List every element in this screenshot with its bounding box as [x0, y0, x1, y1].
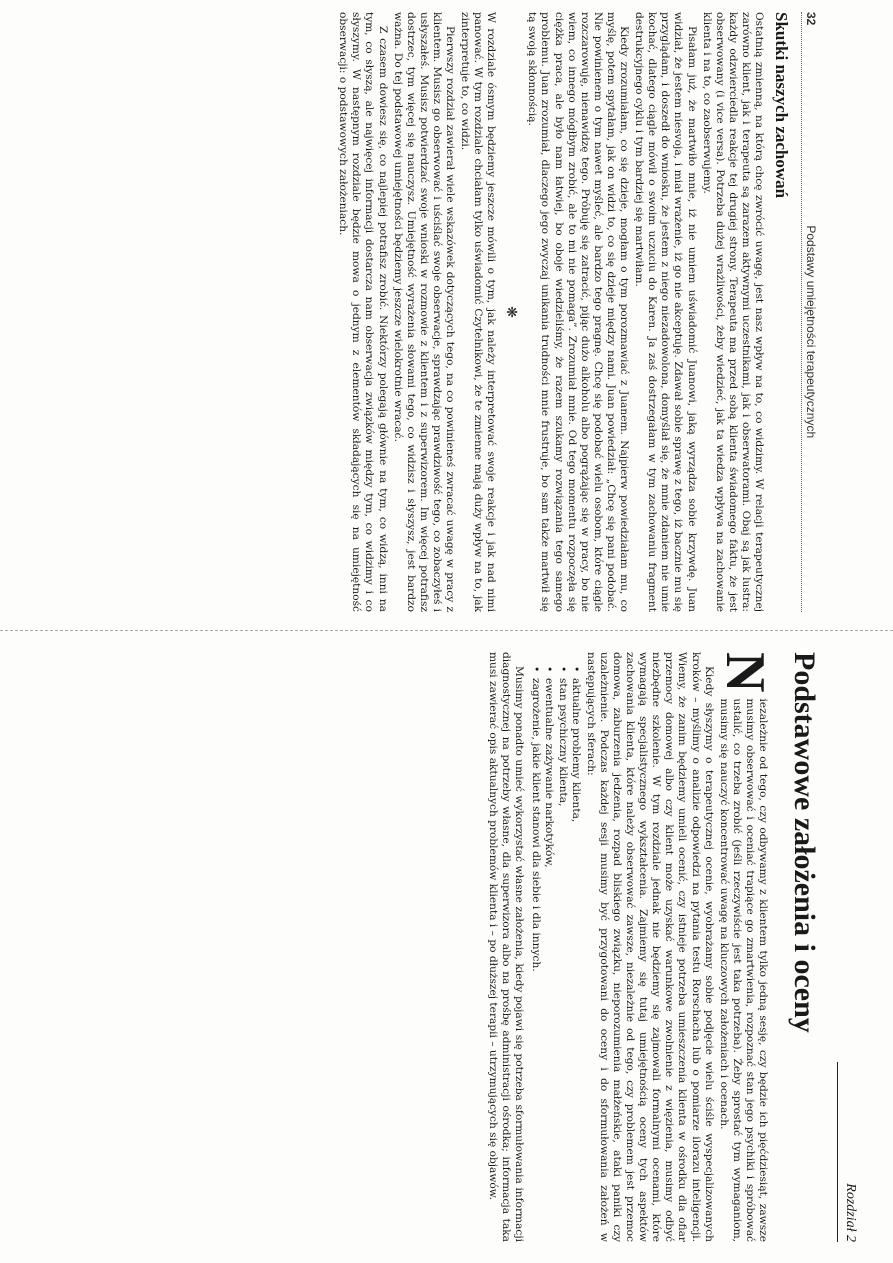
- running-head: [802, 12, 818, 612]
- page-fold: [0, 630, 893, 631]
- list-item: • zagrożenie, jakie klient stanowi dla siebie i dla innych.: [529, 666, 542, 1242]
- section-break-ornament: ❋: [503, 306, 520, 318]
- left-book-page: [0, 0, 893, 631]
- right-book-page: [0, 632, 893, 1263]
- bullet-list: [529, 666, 581, 1242]
- chapter-label: Rozdział 2: [837, 1062, 858, 1242]
- paragraph: Kiedy słyszymy o terapeutycznej ocenie, wyobrażamy sobie podjęcie wielu ściśle wyspecjalizowanych kroków – myślimy o analizie odpowiedzi na pytania testu Rorschacha lub o pomiarze ilorazu inteligencji. Wiemy, że zanim będziemy umieli ocenić, czy istnieje potrzeba umieszczenia klienta w ośrodku dla ofiar przemocy domowej albo czy klient może uzyskać warunkowe zwolnienie z więzienia, musimy odbyć niezbędne szkolenie. W tym rozdziale jednak nie będziemy się zajmowali formalnymi ocenami, które wymagają specjalistycznego wykształcenia. Zajmiemy się tutaj umiejętnością oceny tych aspektów zachowania klienta, które należy obserwować zawsze, niezależnie od tego, czy problemem jest przemoc domowa, zaburzenia jedzenia, rozpad bliskiego związku, nieporozumienia małżeńskie, ataki paniki czy uzależnienie. Podczas każdej sesji musimy być przygotowani do oceny i do sformułowania założeń w następujących sferach:: [584, 652, 715, 1242]
- paragraph: W rozdziale ósmym będziemy jeszcze mówili o tym, jak należy interpretować swoje reakcje i jak nad nimi panować. W tym rozdziale chciałam tylko uświadomić Czytelnikowi, że te zmienne mają duży wpływ na to, jak zinterpretuje to, co widzi.: [459, 12, 498, 612]
- paragraph: Z czasem dowiesz się, co najlepiej potrafisz zrobić. Niektórzy polegają głównie na tym, co widzą, inni na tym, co słyszą, ale najwięcej informacji dostarcza nam obserwacja związków między tym, co widzimy i co słyszymy. W następnym rozdziale będzie mowa o jednym z elementów składających się na umiejętność obserwacji: o podstawowych założeniach.: [337, 12, 389, 612]
- opening-paragraph-text: iezależnie od tego, czy odbywamy z klientem tylko jedną sesję, czy będzie ich pięćdziesiąt, zawsze musimy obserwować i oceniać trapiące go zmartwienia, rozpoznać stan jego psychiki i spróbować ustalić, co trzeba zrobić (jeśli rzeczywiście jest taka potrzeba). Żeby sprostać tym wymaganiom, musimy się nauczyć koncentrować uwagę na kluczowych założeniach i ocenach.: [717, 698, 769, 1242]
- chapter-title: Podstawowe założenia i oceny: [788, 652, 821, 1033]
- drop-cap: N: [714, 652, 776, 693]
- right-page-rotated-content: [38, 652, 858, 1242]
- opening-paragraph: [714, 652, 776, 1242]
- list-item: • aktualne problemy klienta,: [569, 666, 582, 1242]
- header-rule: [801, 12, 802, 612]
- paragraph: Kiedy zrozumiałam, co się dzieje, mogłam o tym porozmawiać z Juanem. Najpierw powiedziałam mu, co myślę, potem spytałam, jak on widzi to, co się dzieje między nami. Juan powiedział: „Chcę się pani podobać. Nie powinienem o tym nawet myśleć, ale bardzo tego pragnę. Chcę się podobać wielu osobom, które ciągle rozczarowuję, nienawidzę tego. Próbuję się zatracić, pijąc dużo alkoholu albo pogrążając się w pracy, bo nie wiem, co innego mógłbym zrobić, ale to mi nie pomaga”. Zrozumiał mnie. Od tego momentu rozpoczęła się ciężka praca, ale było nam łatwiej, bo oboje wiedzieliśmy, że razem szukamy rozwiązania tego samego problemu. Juan zrozumiał, dlaczego jego zwyczaj unikania trudności mnie frustruje, bo sam także martwił się tą swoją skłonnością.: [526, 12, 631, 612]
- list-item: • ewentualne zażywanie narkotyków,: [542, 666, 555, 1242]
- running-head-title: Podstawy umiejętności terapeutycznych: [804, 225, 818, 439]
- paragraph: Pierwszy rozdział zawierał wiele wskazówek dotyczących tego, na co powinieneś zwracać uwagę w pracy z klientem. Musisz go obserwować i uściślać swoje obserwacje, sprawdzając prawdziwość tego, co zobaczyłeś i usłyszałeś. Musisz potwierdzać swoje wnioski w rozmowie z klientem i z superwizorem. Im więcej potrafisz dostrzec, tym więcej się nauczysz. Umiejętność wyrażenia słowami tego, co widzisz i słyszysz, jest bardzo ważna. Do tej podstawowej umiejętności będziemy jeszcze wielokrotnie wracać.: [391, 12, 457, 612]
- paragraph: Ostatnią zmienną, na którą chcę zwrócić uwagę, jest nasz wpływ na to, co widzimy. W relacji terapeutycznej zarówno klient, jak i terapeuta są zarazem aktywnymi uczestnikami, jak i obserwatorami. Obaj są jak lustra: każdy odzwierciedla reakcje tej drugiej strony. Terapeuta ma przed sobą klienta świadomego faktu, że jest obserwowany (i vice versa). Potrzeba dużej wrażliwości, żeby wiedzieć, jak ta wiedza wpływa na zachowanie klienta i na to, co zaobserwujemy.: [700, 12, 765, 612]
- left-page-rotated-content: [0, 12, 818, 612]
- list-item: • stan psychiczny klienta,: [556, 666, 569, 1242]
- page-number: 32: [804, 12, 818, 26]
- paragraph: Pisałam już, że martwiło mnie, iż nie umiem uświadomić Juanowi, jaką wyrządza sobie krzywdę. Juan widział, że jestem niesvoja, i miał wrażenie, iż go nie akceptuję. Zdawał sobie sprawę z tego, iż bacznie mu się przyglądam, i doszedł do wniosku, że jestem z niego niezadowolona, domyślał się, że mnie zdaniem nie umie kochać, dlatego ciągle mówił o swoim uczuciu do Karen. Ja zaś dostrzegałam w tym zachowaniu fragment destrukcyjnego cyklu i tym bardziej się martwiłam.: [633, 12, 698, 612]
- paragraph: Musimy ponadto umieć wykorzystać własne założenia, kiedy pojawi się potrzeba sformułowania informacji diagnostycznej na potrzeby własne, dla superwizora albo na prośbę administracji ośrodka; informacja taka musi zawierać opis aktualnych problemów klienta i – po dłuższej terapii – utrzymujących się objawów.: [487, 652, 526, 1242]
- section-title: Skutki naszych zachowań: [772, 12, 791, 199]
